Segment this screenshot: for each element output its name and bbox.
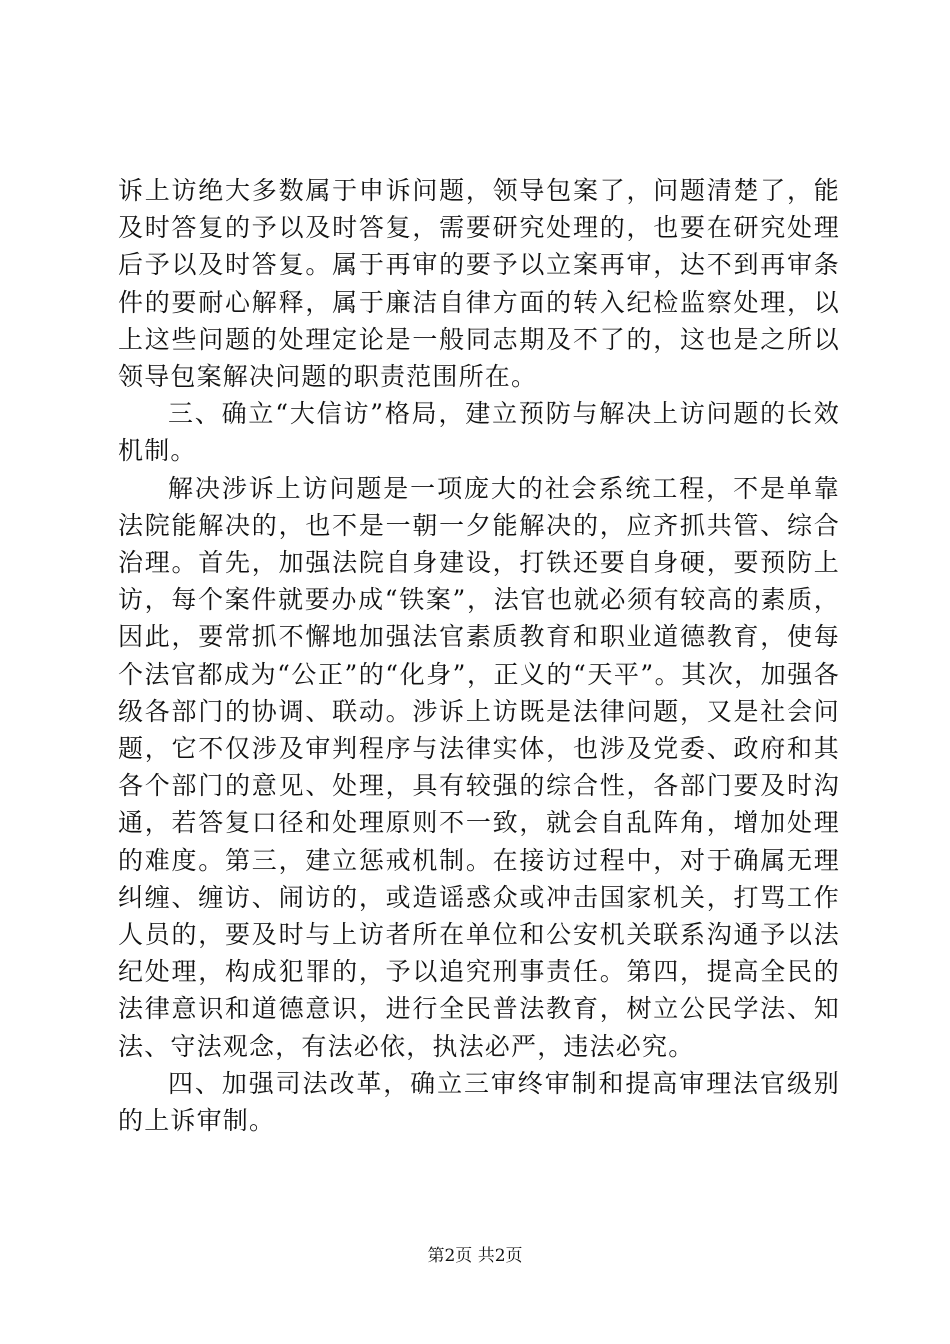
section-heading-three: 三、确立“大信访”格局，建立预防与解决上访问题的长效机制。 xyxy=(118,399,840,466)
document-body xyxy=(118,172,840,1139)
paragraph-body: 解决涉诉上访问题是一项庞大的社会系统工程，不是单靠法院能解决的，也不是一朝一夕能解决的，应齐抓共管、综合治理。首先，加强法院自身建设，打铁还要自身硬，要预防上访，每个案件就要办成“铁案”，法官也就必须有较高的素质，因此，要常抓不懈地加强法官素质教育和职业道德教育，使每个法官都成为“公正”的“化身”，正义的“天平”。其次，加强各级各部门的协调、联动。涉诉上访既是法律问题，又是社会问题，它不仅涉及审判程序与法律实体，也涉及党委、政府和其各个部门的意见、处理，具有较强的综合性，各部门要及时沟通，若答复口径和处理原则不一致，就会自乱阵角，增加处理的难度。第三，建立惩戒机制。在接访过程中，对于确属无理纠缠、缠访、闹访的，或造谣惑众或冲击国家机关，打骂工作人员的，要及时与上访者所在单位和公安机关联系沟通予以法纪处理，构成犯罪的，予以追究刑事责任。第四，提高全民的法律意识和道德意识，进行全民普法教育，树立公民学法、知法、守法观念，有法必依，执法必严，违法必究。 xyxy=(118,473,840,1061)
paragraph-continuation: 诉上访绝大多数属于申诉问题，领导包案了，问题清楚了，能及时答复的予以及时答复，需要研究处理的，也要在研究处理后予以及时答复。属于再审的要予以立案再审，达不到再审条件的要耐心解释，属于廉洁自律方面的转入纪检监察处理，以上这些问题的处理定论是一般同志期及不了的，这也是之所以领导包案解决问题的职责范围所在。 xyxy=(118,176,840,392)
page-number-footer: 第2页 共2页 xyxy=(427,1246,523,1266)
section-heading-four: 四、加强司法改革，确立三审终审制和提高审理法官级别的上诉审制。 xyxy=(118,1068,840,1136)
